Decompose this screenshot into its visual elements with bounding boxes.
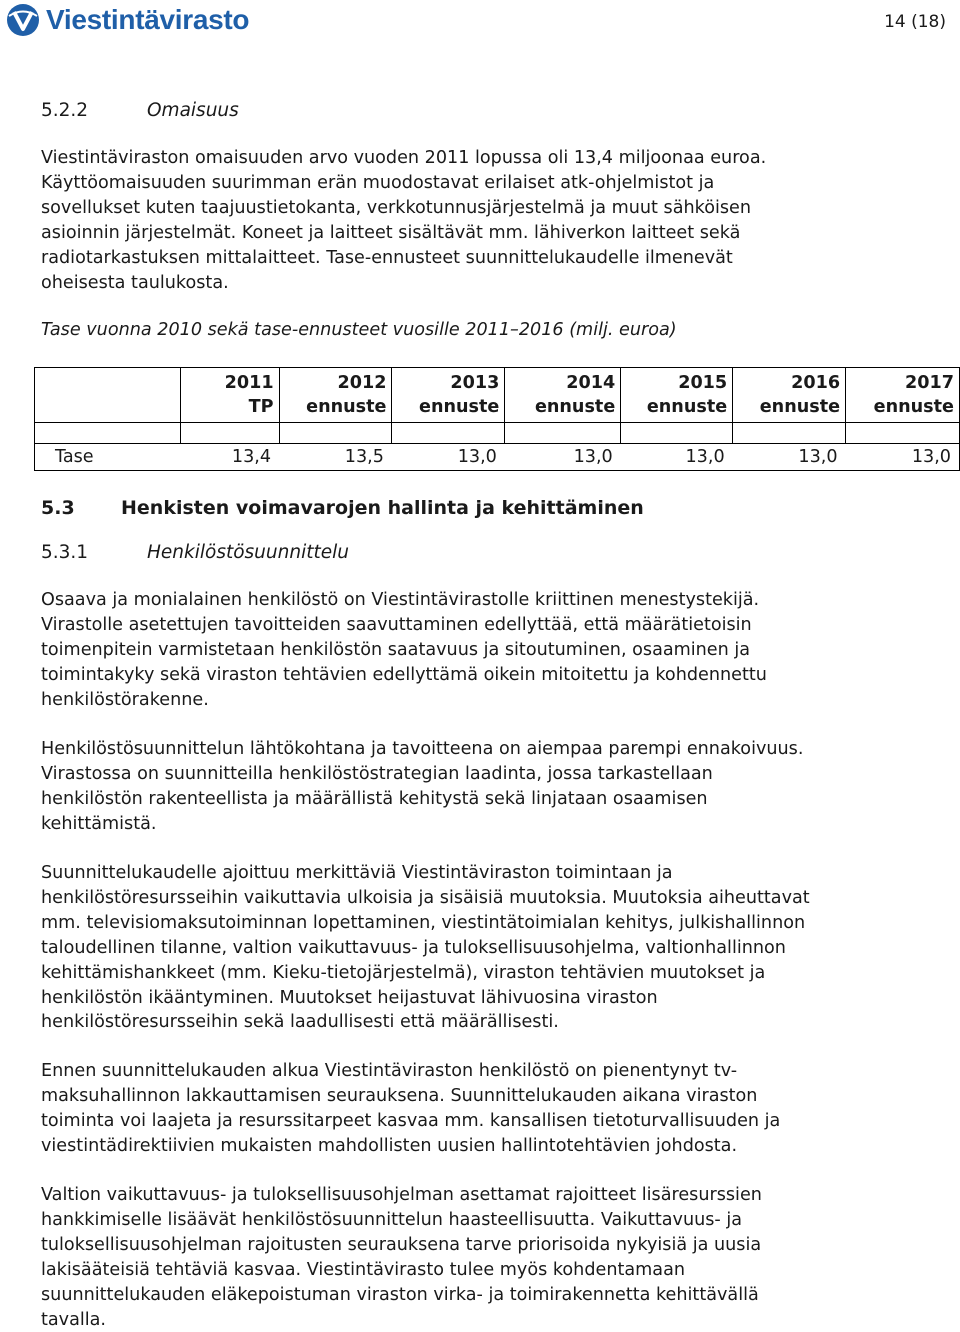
table-cell: 13,0 [621, 444, 733, 471]
text-line: radiotarkastuksen mittalaitteet. Tase-ennusteet suunnittelukaudelle ilmenevät [41, 247, 733, 268]
text-line: henkilöstön rakenteellista ja määrällistä kehitystä sekä linjataan osaamisen [41, 788, 708, 809]
section-number: 5.3 [41, 497, 75, 519]
text-line: tuloksellisuusohjelman rajoitusten seurauksena tarve priorisoida nykyisiä ja uusia [41, 1234, 762, 1255]
table-header-cell: 2016 ennuste [733, 368, 846, 423]
paragraph-4 [41, 1059, 921, 1159]
page-number: 14 (18) [884, 12, 946, 32]
text-line: Virastolle asetettujen tavoitteiden saavuttaminen edellyttää, että määrätietoisin [41, 614, 752, 635]
text-line: henkilöstön ikääntyminen. Muutokset heijastuvat lähivuosina viraston [41, 987, 658, 1008]
text-line: kehittämishankkeet (mm. Kieku-tietojärjestelmä), viraston tehtävien muutokset ja [41, 962, 766, 983]
text-line: toimenpitein varmistetaan henkilöstön saatavuus ja sitoutuminen, osaaminen ja [41, 639, 751, 660]
table-caption: Tase vuonna 2010 sekä tase-ennusteet vuosille 2011–2016 (milj. euroa) [41, 320, 677, 340]
section-title: Omaisuus [147, 100, 239, 121]
text-line: tavalla. [41, 1309, 107, 1330]
table-spacer-row [35, 423, 960, 444]
text-line: toimintakyky sekä viraston tehtävien edellyttämä oikein mitoitettu ja kohdennettu [41, 664, 767, 685]
table-header-cell: 2011 TP [180, 368, 279, 423]
text-line: mm. televisiomaksutoiminnan lopettaminen, viestintätoimialan kehitys, julkishallinnon [41, 912, 806, 933]
table-cell: 13,0 [392, 444, 505, 471]
section-heading-531 [41, 542, 349, 563]
text-line: Ennen suunnittelukauden alkua Viestintäviraston henkilöstö on pienentynyt tv- [41, 1061, 738, 1081]
paragraph-2 [41, 737, 921, 837]
row-label: Tase [35, 444, 181, 471]
table-cell: 13,5 [279, 444, 392, 471]
text-line: Käyttöomaisuuden suurimman erän muodostavat erilaiset atk-ohjelmistot ja [41, 172, 715, 193]
text-line: henkilöstöresursseihin vaikuttavia ulkoisia ja sisäisiä muutoksia. Muutoksia aiheuttavat [41, 887, 810, 908]
table-cell: 13,4 [180, 444, 279, 471]
paragraph-5 [41, 1183, 921, 1332]
text-line: Osaava ja monialainen henkilöstö on Viestintävirastolle kriittinen menestystekijä. [41, 590, 760, 610]
table-row [35, 444, 960, 471]
text-line: suunnittelukauden eläkepoistuman viraston virka- ja toimirakennetta kehittävällä [41, 1284, 759, 1305]
table-header-row [35, 368, 960, 423]
text-line: toiminta voi laajeta ja resurssitarpeet kasvaa mm. kansallisen tietoturvallisuuden ja [41, 1110, 781, 1131]
table-header-cell: 2014 ennuste [505, 368, 621, 423]
text-line: henkilöstörakenne. [41, 689, 209, 710]
text-line: hankkimiselle lisäävät henkilöstösuunnittelun haasteellisuutta. Vaikuttavuus- ja [41, 1209, 743, 1230]
section-heading-53 [41, 497, 644, 519]
section-title: Henkilöstösuunnittelu [147, 542, 349, 563]
paragraph-3 [41, 861, 921, 1035]
text-line: oheisesta taulukosta. [41, 272, 229, 293]
text-line: lakisääteisiä tehtäviä kasvaa. Viestintävirasto tulee myös kohdentamaan [41, 1259, 686, 1280]
paragraph-omaisuus [41, 146, 921, 295]
text-line: asioinnin järjestelmät. Koneet ja laitteet sisältävät mm. lähiverkon laitteet sekä [41, 222, 741, 243]
text-line: kehittämistä. [41, 813, 157, 834]
table-header-cell: 2017 ennuste [846, 368, 960, 423]
text-line: viestintädirektiivien mukaisten mahdollisten uusien hallintotehtävien johdosta. [41, 1135, 738, 1156]
text-line: Henkilöstösuunnittelun lähtökohtana ja tavoitteena on aiempaa parempi ennakoivuus. [41, 739, 804, 759]
text-line: taloudellinen tilanne, valtion vaikuttavuus- ja tuloksellisuusohjelma, valtionhallinnon [41, 937, 786, 958]
table-header-cell: 2012 ennuste [279, 368, 392, 423]
paragraph-1 [41, 588, 921, 713]
section-number: 5.3.1 [41, 542, 89, 563]
table-cell: 13,0 [733, 444, 846, 471]
section-title: Henkisten voimavarojen hallinta ja kehittäminen [121, 497, 644, 519]
text-line: henkilöstöresursseihin sekä laadullisesti että määrällisesti. [41, 1012, 559, 1033]
text-line: sovellukset kuten taajuustietokanta, verkkotunnusjärjestelmä ja muut sähköisen [41, 197, 751, 218]
section-number: 5.2.2 [41, 100, 89, 121]
logo [6, 2, 249, 38]
text-line: Viestintäviraston omaisuuden arvo vuoden 2011 lopussa oli 13,4 miljoonaa euroa. [41, 148, 767, 168]
balance-table [34, 367, 960, 471]
text-line: Valtion vaikuttavuus- ja tuloksellisuusohjelman asettamat rajoitteet lisäresurssien [41, 1185, 762, 1205]
text-line: Suunnittelukaudelle ajoittuu merkittäviä Viestintäviraston toimintaan ja [41, 863, 673, 883]
text-line: Virastossa on suunnitteilla henkilöstöstrategian laadinta, jossa tarkastellaan [41, 763, 713, 784]
logo-mark-icon [6, 3, 40, 37]
section-heading-522 [41, 100, 239, 121]
table-header-empty [35, 368, 181, 423]
table-header-cell: 2013 ennuste [392, 368, 505, 423]
table-cell: 13,0 [846, 444, 960, 471]
logo-text: Viestintävirasto [46, 4, 250, 35]
text-line: maksuhallinnon lakkauttamisen seurauksena. Suunnittelukauden aikana viraston [41, 1085, 758, 1106]
table-cell: 13,0 [505, 444, 621, 471]
table-header-cell: 2015 ennuste [621, 368, 733, 423]
